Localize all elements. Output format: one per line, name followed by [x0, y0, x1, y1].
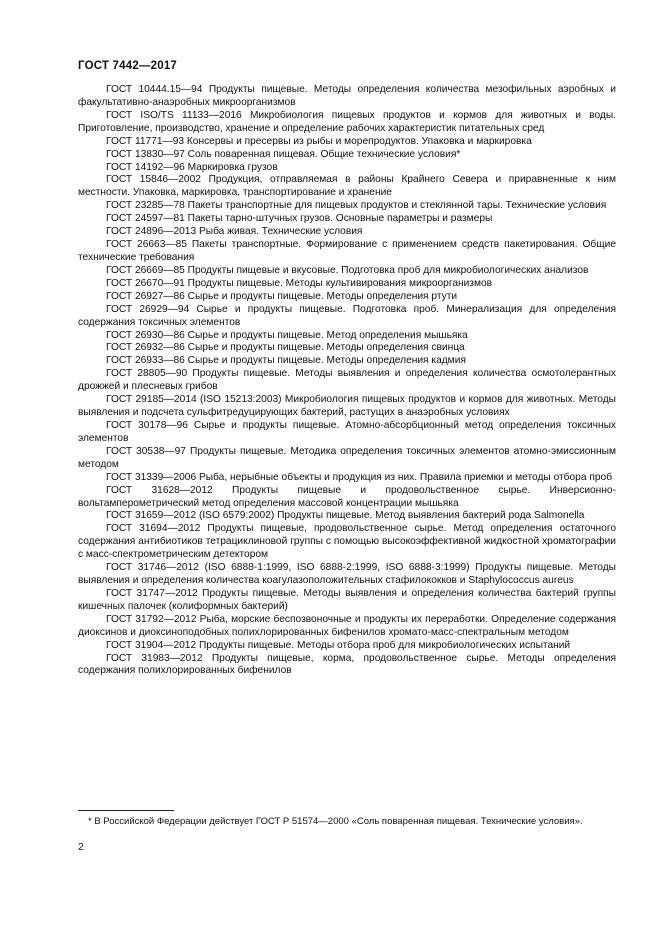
reference-item: ГОСТ 30538—97 Продукты пищевые. Методика определения токсичных элементов атомно-эмиссионным методом — [78, 445, 616, 470]
document-header: ГОСТ 7442—2017 — [78, 60, 178, 72]
reference-item: ГОСТ 31747—2012 Продукты пищевые. Методы выявления и определения количества бактерий группы кишечных палочек (колиформных бактерий) — [78, 587, 616, 612]
reference-item: ГОСТ 13830—97 Соль поваренная пищевая. Общие технические условия* — [106, 148, 461, 160]
reference-item: ГОСТ 26663—85 Пакеты транспортные. Формирование с применением средств пакетирования. Общие технические требования — [78, 239, 616, 263]
reference-item: ГОСТ 30178—96 Сырье и продукты пищевые. Атомно-абсорбционный метод определения токсичных элементов — [78, 419, 616, 444]
reference-item: ГОСТ 26933—86 Сырье и продукты пищевые. Методы определения кадмия — [106, 355, 466, 367]
normative-references-list — [78, 84, 616, 678]
reference-item: ГОСТ 31904—2012 Продукты пищевые. Методы отбора проб для микробиологических испытаний — [106, 639, 571, 651]
reference-item: ГОСТ 24597—81 Пакеты тарно-штучных грузов. Основные параметры и размеры — [106, 213, 493, 225]
reference-item: ГОСТ 26927—86 Сырье и продукты пищевые. Методы определения ртути — [106, 290, 458, 302]
reference-item: ГОСТ 29185—2014 (ISO 15213:2003) Микробиология пищевых продуктов и кормов для животных. Методы выявления и подсчета сульфитредуцирующих бактерий, растущих в анаэробных условиях — [78, 394, 616, 419]
reference-item: ГОСТ 26929—94 Сырье и продукты пищевые. Подготовка проб. Минерализация для определения содержания токсичных элементов — [78, 303, 616, 328]
reference-item: ГОСТ 31659—2012 (ISO 6579:2002) Продукты пищевые. Метод выявления бактерий рода Salmonella — [106, 510, 585, 522]
reference-item: ГОСТ 10444.15—94 Продукты пищевые. Методы определения количества мезофильных аэробных и факультативно-анаэробных микроорганизмов — [78, 84, 616, 108]
reference-item: ГОСТ 14192—96 Маркировка грузов — [106, 161, 278, 173]
reference-item: ГОСТ 31983—2012 Продукты пищевые, корма, продовольственное сырье. Методы определения содержания полихлорированных бифенилов — [78, 652, 616, 677]
reference-item: ГОСТ 26930—86 Сырье и продукты пищевые. Метод определения мышьяка — [106, 329, 468, 341]
reference-item: ГОСТ 26669—85 Продукты пищевые и вкусовые. Подготовка проб для микробиологических анализов — [106, 264, 589, 276]
reference-item: ГОСТ 26670—91 Продукты пищевые. Методы культивирования микроорганизмов — [106, 277, 493, 289]
reference-item: ГОСТ 31339—2006 Рыба, нерыбные объекты и продукция из них. Правила приемки и методы отбора проб — [106, 471, 613, 483]
page-number: 2 — [78, 841, 84, 853]
reference-item: ГОСТ 31628—2012 Продукты пищевые и продовольственное сырье. Инверсионно-вольтамперометрический метод определения массовой концентрации мышьяка — [78, 484, 616, 509]
reference-item: ГОСТ ISO/TS 11133—2016 Микробиология пищевых продуктов и кормов для животных и воды. Приготовление, производство, хранение и определение рабочих характеристик питательных сред — [78, 109, 616, 134]
reference-item: ГОСТ 11771—93 Консервы и пресервы из рыбы и морепродуктов. Упаковка и маркировка — [106, 135, 532, 147]
reference-item: ГОСТ 28805—90 Продукты пищевые. Методы выявления и определения количества осмотолерантных дрожжей и плесневых грибов — [78, 368, 616, 393]
reference-item: ГОСТ 23285—78 Пакеты транспортные для пищевых продуктов и стеклянной тары. Технические условия — [106, 200, 607, 212]
footnote: * В Российской Федерации действует ГОСТ Р 51574—2000 «Соль поваренная пищевая. Технические условия». — [88, 816, 583, 827]
footnote-separator — [78, 810, 174, 811]
reference-item: ГОСТ 15846—2002 Продукция, отправляемая в районы Крайнего Севера и приравненные к ним местности. Упаковка, маркировка, транспортирование и хранение — [78, 174, 616, 199]
reference-item: ГОСТ 31746—2012 (ISO 6888-1:1999, ISO 6888-2:1999, ISO 6888-3:1999) Продукты пищевые. Методы выявления и определения количества коагулазоположительных стафилококков и Staphylococcus aureus — [78, 562, 616, 587]
reference-item: ГОСТ 31792—2012 Рыба, морские беспозвоночные и продукты их переработки. Определение содержания диоксинов и диоксиноподобных полихлорированных бифенилов хромато-масс-спектральным методом — [78, 613, 616, 638]
reference-item: ГОСТ 26932—86 Сырье и продукты пищевые. Методы определения свинца — [106, 342, 465, 354]
reference-item: ГОСТ 24896—2013 Рыба живая. Технические условия — [106, 226, 363, 238]
reference-item: ГОСТ 31694—2012 Продукты пищевые, продовольственное сырье. Метод определения остаточного содержания антибиотиков тетрациклиновой группы с помощью высокоэффективной жидкостной хроматографии с масс-спектрометрическим детектором — [78, 523, 616, 561]
